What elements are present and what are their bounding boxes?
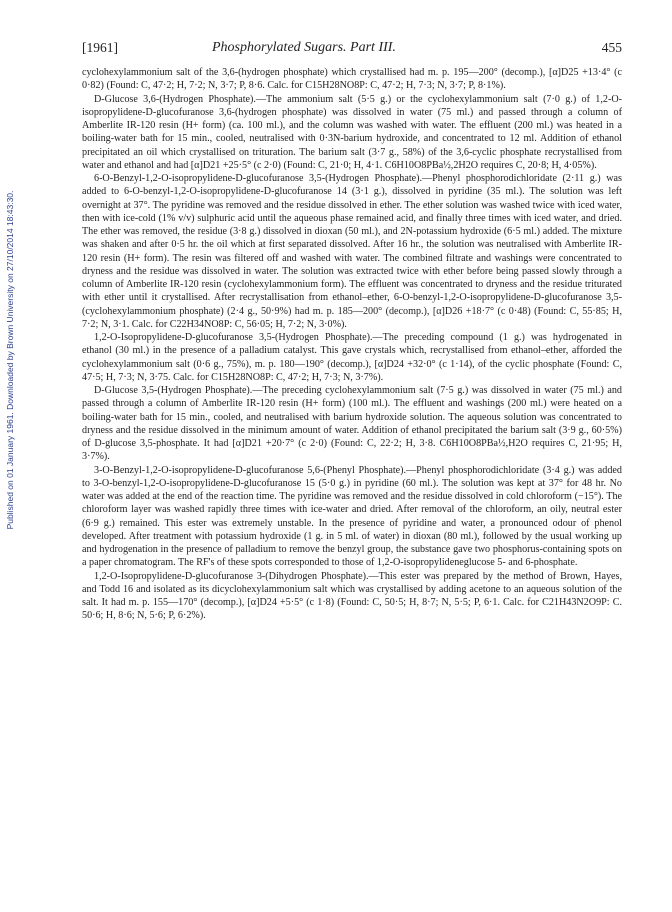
paragraph-benzyl-35-phosphate: 6-O-Benzyl-1,2-O-isopropylidene-D-glucofuranose 3,5-(Hydrogen Phosphate).—Phenyl phosphorodichloridate (2·11 g.) was added to 6-O-benzyl-1,2-O-isopropylidene-D-glucofuranose 14 (3·1 g.), dissolved in pyridine (35 ml.). The solution was left overnight at 37°. The pyridine was removed and the residue dissolved in ether. The ether solution was washed twice with iced water, then with ice-cold (1% v/v) sulphuric acid until the aqueous phase remained acid, and finally three times with iced water, and dried. The ether was removed, the residue (3·8 g.) dissolved in dioxan (50 ml.), and 2N-potassium hydroxide (6·5 ml.) added. The mixture was shaken and after 0·5 hr. the oil which at first separated dissolved. After 16 hr., the solution was neutralised with Amberlite IR-120 resin (H+ form). The resin was filtered off and washed with water. The combined filtrate and washings were concentrated to dryness and the residue was dissolved in water. The solution was extracted twice with ether before being passed slowly through a column of Amberlite IR-120 resin (cyclohexylammonium form). The effluent was concentrated to dryness and the residue triturated with ether until it crystallised. After recrystallisation from ethanol–ether, 6-O-benzyl-1,2-O-isopropylidene-D-glucofuranose 3,5-(cyclohexylammonium phosphate) (2·4 g., 50·9%) had m. p. 185—200° (decomp.), [α]D26 +18·7° (c 0·48) (Found: C, 55·85; H, 7·2; N, 3·1. Calc. for C22H34NO8P: C, 56·05; H, 7·2; N, 3·0%).: [82, 173, 622, 330]
paragraph-1: cyclohexylammonium salt of the 3,6-(hydrogen phosphate) which crystallised had m. p. 195—200° (decomp.), [α]D25 +13·4° (c 0·82) (Found: C, 47·2; H, 7·2; N, 3·7; P, 8·6. Calc. for C15H28NO8P: C, 47·2; H, 7·3; N, 3·7; P, 8·1%).: [82, 67, 622, 92]
running-title: Phosphorylated Sugars. Part III.: [212, 40, 396, 55]
paragraph-glucose-36-phosphate: D-Glucose 3,6-(Hydrogen Phosphate).—The ammonium salt (5·5 g.) or the cyclohexylammonium salt (7·0 g.) of 1,2-O-isopropylidene-D-glucofuranose 3,6-(hydrogen phosphate) was dissolved in water (75 ml.) and passed through a column of Amberlite IR-120 resin (H+ form) (ca. 100 ml.), and the column was washed with water. The effluent (200 ml.) was heated in a boiling-water bath for 15 min., cooled, neutralised with 0·3N-barium hydroxide, and concentrated to 12 ml. Addition of ethanol precipitated an oil which crystallised on trituration. The barium salt (3·7 g., 58%) of the 3,6-cyclic phosphate recrystallised from water and ethanol and had [α]D21 +25·5° (c 2·0) (Found: C, 21·0; H, 4·1. C6H10O8PBa½,2H2O requires C, 20·8; H, 4·05%).: [82, 93, 622, 171]
page-number: 455: [601, 40, 622, 55]
header-year: [1961]: [82, 40, 118, 55]
paragraph-glucose-35-phosphate: D-Glucose 3,5-(Hydrogen Phosphate).—The preceding cyclohexylammonium salt (7·5 g.) was dissolved in water (75 ml.) and passed through a column of Amberlite IR-120 resin (H+ form) (100 ml.). The effluent and washings (200 ml.) were heated on a boiling-water bath for 15 min., cooled, and neutralised with barium hydroxide solution. The aqueous solution was concentrated to dryness and the residue dissolved in the minimum amount of water. Addition of ethanol precipitated the barium salt (3·9 g., 60·5%) of D-glucose 3,5-phosphate. It had [α]D21 +20·7° (c 2·0) (Found: C, 22·2; H, 3·8. C6H10O8PBa½,H2O requires C, 21·95; H, 3·7%).: [82, 385, 622, 463]
article-body: [82, 66, 622, 623]
publication-sidebar: [3, 140, 17, 580]
download-note: Published on 01 January 1961. Downloaded by Brown University on 27/10/2014 18:43:30.: [5, 190, 15, 530]
paragraph-benzyl-56-phenyl-phosphate: 3-O-Benzyl-1,2-O-isopropylidene-D-glucofuranose 5,6-(Phenyl Phosphate).—Phenyl phosphorodichloridate (3·4 g.) was added to 3-O-benzyl-1,2-O-isopropylidene-D-glucofuranose 15 (5·0 g.) in pyridine (60 ml.). The solution was kept at 37° for 48 hr. No water was added at the end of the reaction time. The pyridine was removed and the residue dissolved in cold chloroform (−15°). The chloroform layer was washed rapidly three times with ice-water and dried. After removal of the chloroform, an oily, neutral ester (6·9 g.) remained. This ester was extremely unstable. In the presence of pyridine and water, a pronounced odour of phenol developed. After treatment with potassium hydroxide (1 g. in 5 ml. of water) in dioxan (80 ml.), followed by the usual working up and hydrogenation in the presence of palladium to remove the benzyl group, the substance gave two phosphorus-containing spots on a paper chromatogram. The RF's of these spots corresponded to those of 1,2-O-isopropylideneglucose 5- and 6-phosphate.: [82, 464, 622, 569]
paragraph-isopropylidene-3-dihydrogen-phosphate: 1,2-O-Isopropylidene-D-glucofuranose 3-(Dihydrogen Phosphate).—This ester was prepared by the method of Brown, Hayes, and Todd 16 and isolated as its dicyclohexylammonium salt which was crystallised by adding acetone to an aqueous solution of the salt. It had m. p. 155—170° (decomp.), [α]D24 +5·5° (c 1·8) (Found: C, 50·5; H, 8·7; N, 5·5; P, 6·1. Calc. for C21H43N2O9P: C. 50·6; H, 8·6; N, 5·6; P, 6·2%).: [82, 570, 622, 622]
paragraph-isopropylidene-35-phosphate: 1,2-O-Isopropylidene-D-glucofuranose 3,5-(Hydrogen Phosphate).—The preceding compound (1 g.) was hydrogenated in ethanol (30 ml.) in the presence of a palladium catalyst. This gave crystals which, recrystallised from ethanol–ether, afforded the cyclohexylammonium salt (0·6 g., 75%), m. p. 180—190° (decomp.), [α]D24 +32·0° (c 1·14), of the cyclic phosphate (Found: C, 47·5; H, 7·3; N, 3·75. Calc. for C15H28NO8P: C, 47·2; H, 7·3; N, 3·7%).: [82, 332, 622, 383]
page-header: [82, 40, 622, 58]
